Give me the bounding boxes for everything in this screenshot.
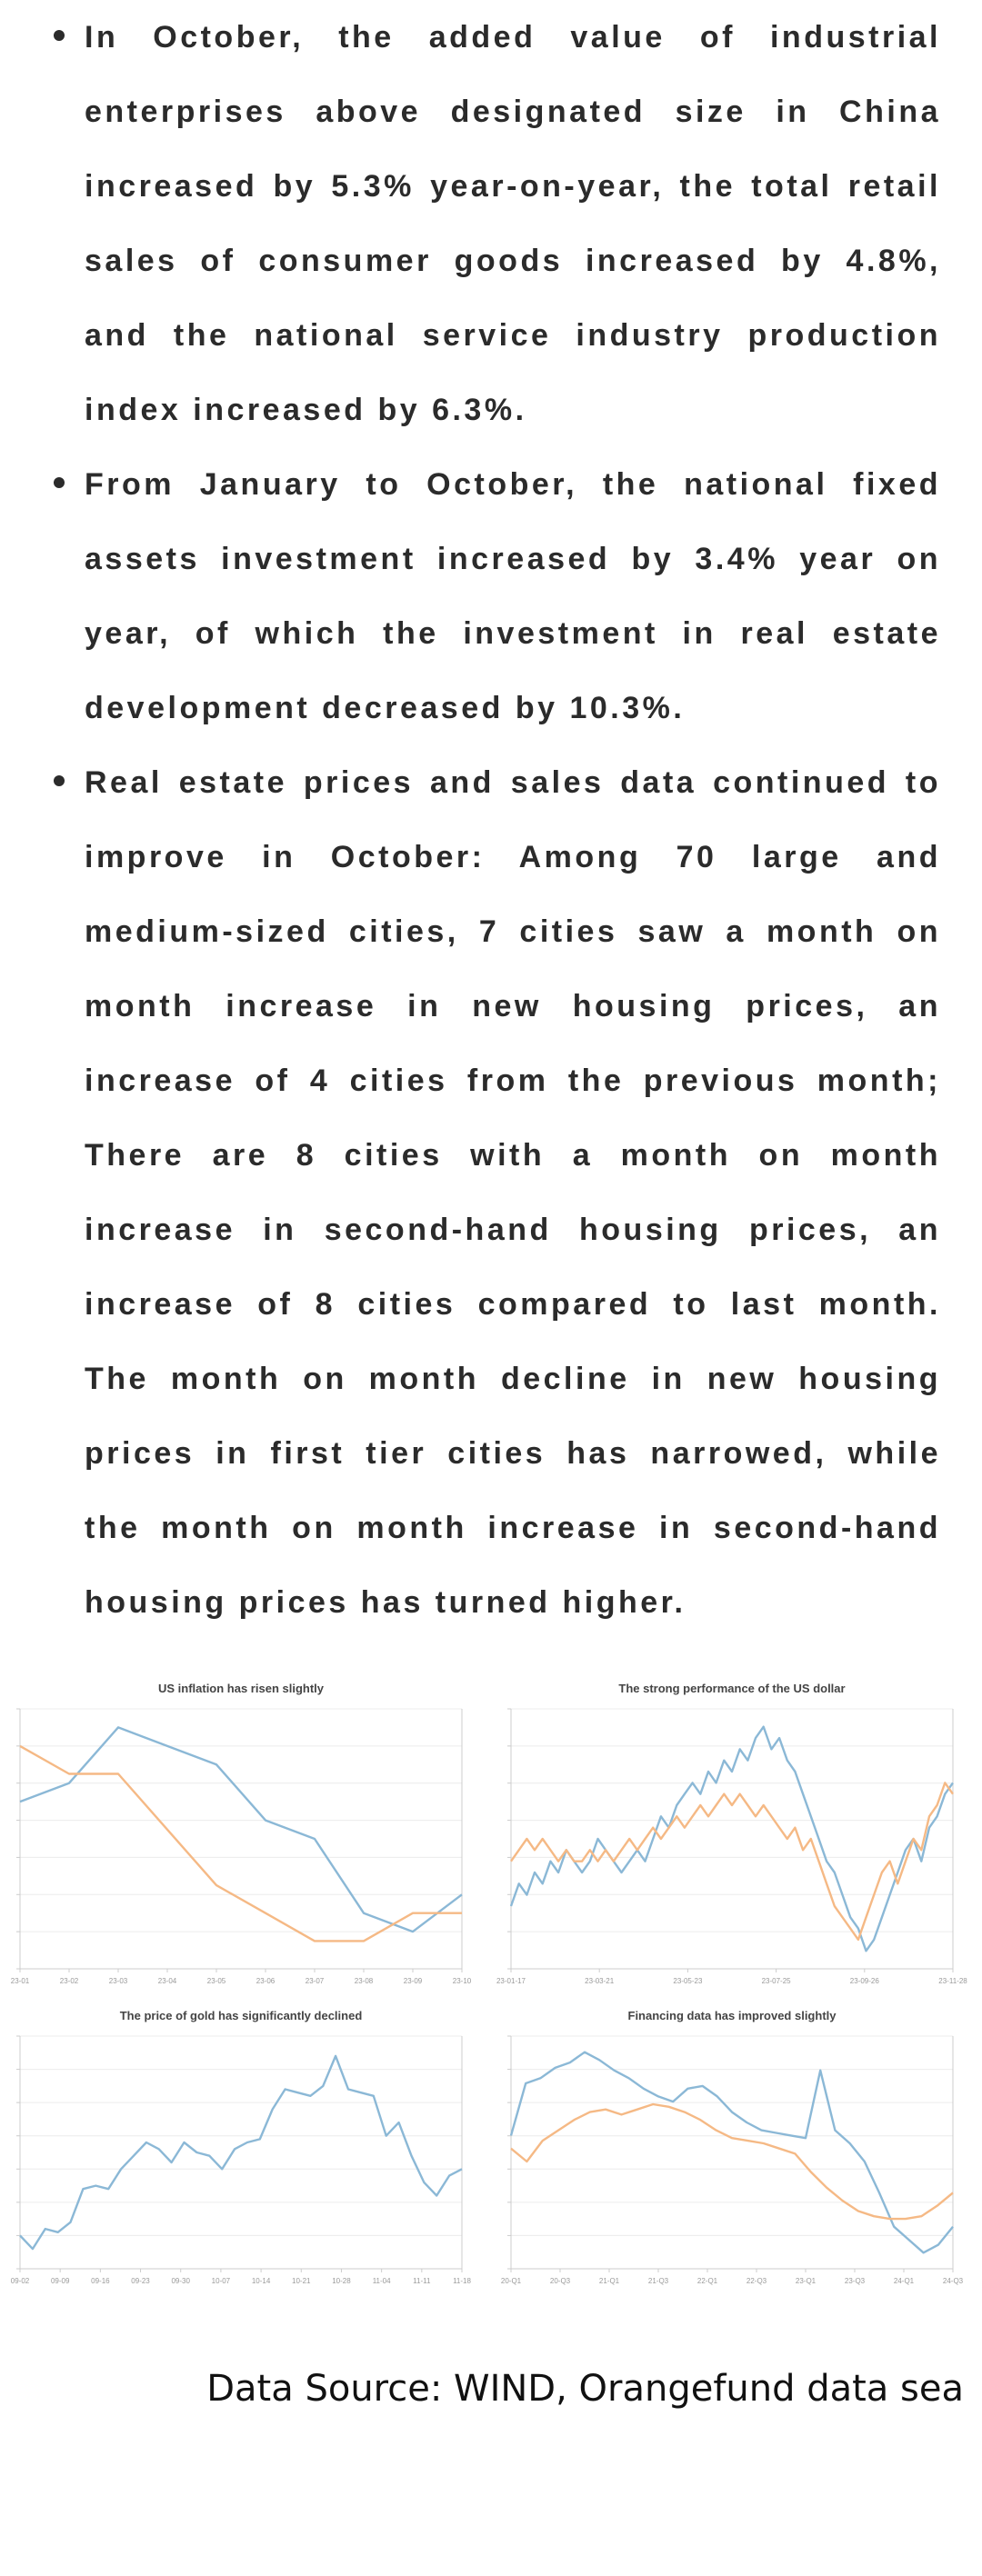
x-tick-label: 23-08 <box>354 1977 374 1985</box>
x-tick-label: 22-Q3 <box>746 2277 767 2285</box>
x-tick-label: 10-07 <box>211 2277 231 2285</box>
x-tick-label: 10-21 <box>292 2277 311 2285</box>
chart-title: Financing data has improved slightly <box>627 2009 837 2022</box>
bullet-dot-icon <box>54 30 65 41</box>
series-line-blue <box>511 1727 953 1952</box>
x-tick-label: 23-10 <box>452 1977 472 1985</box>
x-tick-label: 22-Q1 <box>696 2277 718 2285</box>
series-line-blue <box>20 2056 462 2249</box>
series-line-orange <box>20 1746 462 1941</box>
x-tick-label: 23-05 <box>206 1977 226 1985</box>
series-line-orange <box>511 1782 953 1939</box>
x-tick-label: 23-09-26 <box>849 1977 879 1985</box>
x-tick-label: 23-01 <box>10 1977 30 1985</box>
bullet-dot-icon <box>54 477 65 488</box>
x-tick-label: 24-Q1 <box>893 2277 915 2285</box>
bullet-dot-icon <box>54 775 65 786</box>
x-tick-label: 23-05-23 <box>673 1977 703 1985</box>
chart-title: The price of gold has significantly declined <box>119 2009 363 2022</box>
bullet-item-real-estate <box>50 745 941 1640</box>
data-source-caption: Data Source: WIND, Orangefund data sea <box>206 2368 964 2410</box>
chart-svg <box>0 1672 482 2000</box>
x-tick-label: 20-Q3 <box>549 2277 571 2285</box>
x-tick-label: 23-11-28 <box>938 1977 967 1985</box>
x-tick-label: 09-16 <box>91 2277 110 2285</box>
x-tick-label: 23-09 <box>403 1977 423 1985</box>
x-tick-label: 23-03 <box>108 1977 128 1985</box>
bullet-text: From January to October, the national fixed assets investment increased by 3.4% year on year, of which the investment in real estate development decreased by 10.3%. <box>85 467 941 725</box>
series-line-orange <box>511 2104 953 2219</box>
bullet-item-industry <box>50 0 941 447</box>
series-line-blue <box>511 2052 953 2253</box>
x-tick-label: 09-09 <box>50 2277 70 2285</box>
chart-svg <box>491 2000 973 2300</box>
series-line-blue <box>20 1727 462 1932</box>
x-tick-label: 10-14 <box>251 2277 271 2285</box>
chart-gold-price <box>0 2000 482 2300</box>
chart-financing <box>491 2000 973 2300</box>
x-tick-label: 11-11 <box>413 2277 431 2285</box>
chart-svg <box>491 1672 973 2000</box>
x-tick-label: 24-Q3 <box>942 2277 964 2285</box>
bullet-list <box>50 0 941 1640</box>
x-tick-label: 23-07 <box>305 1977 325 1985</box>
chart-title: The strong performance of the US dollar <box>618 1682 846 1695</box>
x-tick-label: 09-23 <box>131 2277 150 2285</box>
bullet-text: In October, the added value of industrial enterprises above designated size in China increased by 5.3% year-on-year, the total retail sales of consumer goods increased by 4.8%, and the national service industry production index increased by 6.3%. <box>85 20 941 427</box>
x-tick-label: 21-Q1 <box>598 2277 620 2285</box>
chart-us-inflation <box>0 1672 482 2000</box>
x-tick-label: 23-01-17 <box>496 1977 526 1985</box>
x-tick-label: 09-02 <box>10 2277 30 2285</box>
x-tick-label: 23-02 <box>59 1977 79 1985</box>
x-tick-label: 23-Q1 <box>795 2277 817 2285</box>
bullet-text: Real estate prices and sales data continued to improve in October: Among 70 large and medium-sized cities, 7 cities saw a month on month increase in new housing prices, an increase of 4 cities from the previous month; There are 8 cities with a month on month increase in second-hand housing prices, an increase of 8 cities compared to last month. The month on month decline in new housing prices in first tier cities has narrowed, while the month on month increase in second-hand housing prices has turned higher. <box>85 765 941 1620</box>
chart-title: US inflation has risen slightly <box>157 1682 325 1695</box>
x-tick-label: 23-06 <box>256 1977 276 1985</box>
x-tick-label: 11-04 <box>372 2277 391 2285</box>
x-tick-label: 10-28 <box>332 2277 351 2285</box>
x-tick-label: 23-07-25 <box>761 1977 791 1985</box>
x-tick-label: 21-Q3 <box>647 2277 669 2285</box>
x-tick-label: 09-30 <box>171 2277 190 2285</box>
x-tick-label: 23-04 <box>157 1977 177 1985</box>
x-tick-label: 11-18 <box>453 2277 471 2285</box>
charts-grid <box>0 1672 982 2300</box>
x-tick-label: 20-Q1 <box>500 2277 522 2285</box>
bullet-item-investment <box>50 447 941 745</box>
x-tick-label: 23-Q3 <box>844 2277 866 2285</box>
chart-us-dollar <box>491 1672 973 2000</box>
x-tick-label: 23-03-21 <box>585 1977 615 1985</box>
chart-svg <box>0 2000 482 2300</box>
